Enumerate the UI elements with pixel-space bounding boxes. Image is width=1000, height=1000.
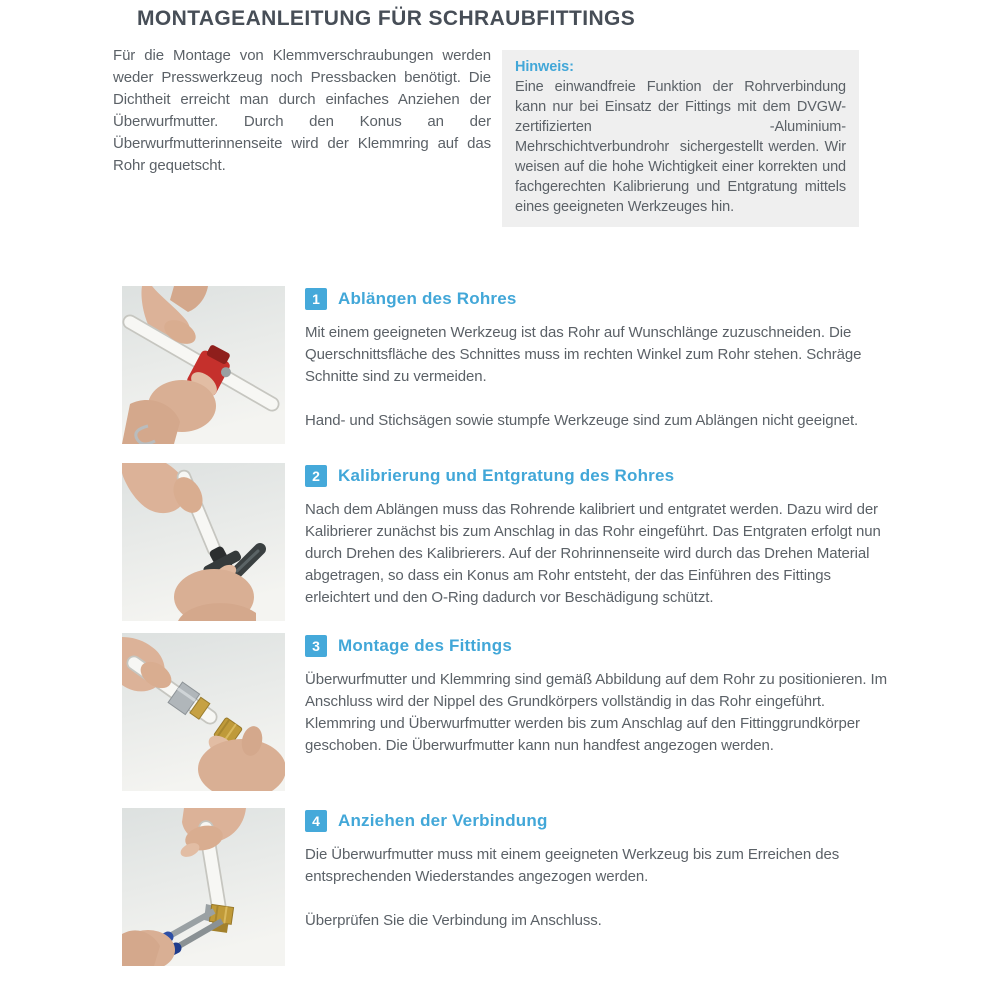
step-paragraph: Die Überwurfmutter muss mit einem geeigneten Werkzeug bis zum Erreichen des entsprechenden Wiederstandes angezogen werden.: [305, 846, 840, 885]
wrench-illustration: [122, 808, 285, 966]
step-paragraph: Überprüfen Sie die Verbindung im Anschluss.: [305, 912, 602, 929]
pipe-cutter-illustration: [122, 286, 285, 444]
calibrator-illustration: [122, 463, 285, 621]
step-paragraph: Nach dem Ablängen muss das Rohrende kalibriert und entgratet werden. Dazu wird der Kalibrierer zunächst bis zum Anschlag in das Rohr eingeführt. Das Entgraten erfolgt nun durch Drehen des Kalibrierers. Auf der Rohrinnenseite wird durch das Drehen Material abgetragen, so dass ein Konus am Rohr entsteht, der das Einführen des Fittings erleichtert und den O-Ring dadurch vor Beschädigung schützt.: [305, 501, 881, 606]
step-number-badge: 4: [305, 810, 327, 832]
step-title: Ablängen des Rohres: [338, 289, 517, 308]
hinweis-note-box: [502, 50, 859, 227]
step-paragraph: Mit einem geeigneten Werkzeug ist das Rohr auf Wunschlänge zuzuschneiden. Die Querschnittsfläche des Schnittes muss im rechten Winkel zum Rohr stehen. Schräge Schnitte sind zu vermeiden.: [305, 324, 862, 385]
fitting-assembly-photo: [122, 633, 285, 791]
step-4-row: [122, 808, 890, 966]
fitting-illustration: [122, 633, 285, 791]
step-title: Montage des Fittings: [338, 636, 512, 655]
step-3-row: [122, 633, 890, 791]
page-title: MONTAGEANLEITUNG FÜR SCHRAUBFITTINGS: [137, 7, 636, 30]
step-title: Kalibrierung und Entgratung des Rohres: [338, 466, 675, 485]
step-1-row: [122, 286, 890, 444]
step-number-badge: 1: [305, 288, 327, 310]
step-paragraph: Überwurfmutter und Klemmring sind gemäß Abbildung auf dem Rohr zu positionieren. Im Anschluss wird der Nippel des Grundkörpers vollständig in das Rohr eingeführt. Klemmring und Überwurfmutter werden bis zum Anschlag auf den Fittinggrundkörper geschoben. Die Überwurfmutter kann nun handfest angezogen werden.: [305, 671, 887, 754]
step-number-badge: 2: [305, 465, 327, 487]
pipe-calibration-photo: [122, 463, 285, 621]
hinweis-text: Eine einwandfreie Funktion der Rohrverbindung kann nur bei Einsatz der Fittings mit dem DVGW-zertifizierten -Aluminium-Mehrschichtverbundrohr sichergestellt werden. Wir weisen auf die hohe Wichtigkeit einer korrekten und fachgerechten Kalibrierung und Entgratung mittels eines geeigneten Werkzeuges hin.: [515, 79, 846, 215]
step-paragraph: Hand- und Stichsägen sowie stumpfe Werkzeuge sind zum Ablängen nicht geeignet.: [305, 412, 859, 429]
step-number-badge: 3: [305, 635, 327, 657]
hinweis-label: Hinweis:: [515, 59, 574, 75]
step-2-row: [122, 463, 890, 621]
tightening-connection-photo: [122, 808, 285, 966]
step-title: Anziehen der Verbindung: [338, 811, 548, 830]
intro-paragraph: Für die Montage von Klemmverschraubungen werden weder Presswerkzeug noch Pressbacken benötigt. Die Dichtheit erreicht man durch einfaches Anziehen der Überwurfmutter. Durch den Konus an der Überwurfmutterinnenseite wird der Klemmring auf das Rohr gequetscht.: [113, 47, 491, 174]
pipe-cutting-photo: [122, 286, 285, 444]
